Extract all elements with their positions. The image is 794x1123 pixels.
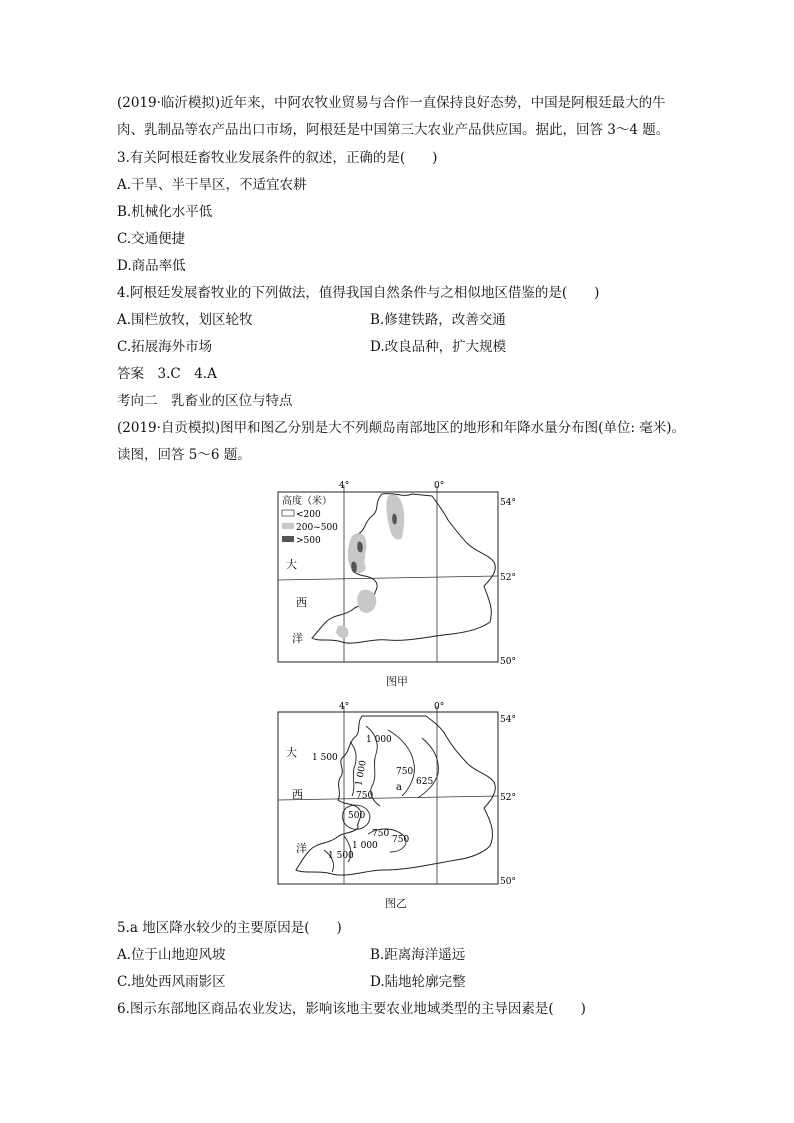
lat-label-54: 54°	[500, 715, 516, 725]
question-3-option-d: D.商品率低	[117, 258, 186, 274]
question-3-option-c: C.交通便捷	[117, 231, 186, 247]
lat-label-54: 54°	[500, 498, 516, 508]
isoline-label: 1 500	[312, 753, 338, 763]
map2-caption: 图乙	[385, 897, 407, 910]
question-4-option-a: A.围栏放牧，划区轮牧	[117, 312, 253, 328]
isoline-label: 500	[348, 811, 366, 821]
isoline-label: 1 000	[354, 759, 369, 787]
intro2-line-1: (2019·自贡模拟)图甲和图乙分别是大不列颠岛南部地区的地形和年降水量分布图(单位: 毫米)。	[117, 420, 686, 436]
question-4-option-c: C.拓展海外市场	[117, 339, 213, 355]
question-6-stem: 6.图示东部地区商品农业发达，影响该地主要农业地域类型的主导因素是( )	[117, 1001, 586, 1017]
section-heading: 考向二 乳畜业的区位与特点	[117, 393, 293, 409]
ocean-char-3: 洋	[296, 842, 307, 855]
answer-line: 答案 3.C 4.A	[117, 366, 217, 382]
parallel-52	[278, 576, 498, 580]
isoline-label: 1 000	[352, 841, 378, 851]
ocean-char-1: 大	[286, 746, 297, 759]
isoline-label: 625	[416, 777, 434, 787]
precipitation-map	[262, 702, 524, 892]
isoline-label: 1 000	[366, 735, 392, 745]
lon-label-4: 4°	[339, 702, 350, 712]
isoline-label: 750	[372, 829, 390, 839]
lon-label-0: 0°	[434, 481, 445, 491]
map1-caption: 图甲	[386, 675, 408, 688]
isoline-label: 750	[392, 835, 410, 845]
lat-label-50: 50°	[500, 657, 516, 667]
terrain-map	[262, 478, 524, 670]
ocean-char-1: 大	[286, 558, 297, 571]
question-4-option-b: B.修建铁路，改善交通	[370, 312, 506, 328]
isoline-label: 1 500	[328, 851, 354, 861]
lat-label-52: 52°	[500, 793, 516, 803]
ocean-char-2: 西	[292, 788, 303, 801]
question-5-stem: 5.a 地区降水较少的主要原因是( )	[117, 920, 342, 936]
intro2-line-2: 读图，回答 5～6 题。	[117, 447, 251, 463]
question-3-option-a: A.干旱、半干旱区，不适宜农耕	[117, 177, 307, 193]
question-4-stem: 4.阿根廷发展畜牧业的下列做法，值得我国自然条件与之相似地区借鉴的是( )	[117, 285, 600, 301]
question-5-option-c: C.地处西风雨影区	[117, 974, 226, 990]
ocean-char-3: 洋	[292, 632, 303, 645]
legend-low: <200	[296, 510, 321, 520]
question-5-option-a: A.位于山地迎风坡	[117, 947, 226, 963]
lat-label-50: 50°	[500, 877, 516, 887]
area-a-label: a	[396, 782, 402, 793]
lat-label-52: 52°	[500, 573, 516, 583]
legend-high: >500	[296, 536, 321, 546]
question-3-stem: 3.有关阿根廷畜牧业发展条件的叙述，正确的是( )	[117, 150, 438, 166]
ocean-char-2: 西	[296, 596, 307, 609]
legend-title: 高度（米）	[282, 496, 332, 507]
lon-label-4: 4°	[339, 481, 350, 491]
question-5-option-d: D.陆地轮廓完整	[370, 974, 466, 990]
question-3-option-b: B.机械化水平低	[117, 204, 213, 220]
question-5-option-b: B.距离海洋遥远	[370, 947, 466, 963]
isoline-label: 750	[356, 791, 374, 801]
intro-line-2: 肉、乳制品等农产品出口市场，阿根廷是中国第三大农业产品供应国。据此，回答 3～4 题。	[117, 122, 670, 138]
isoline-label: 750	[396, 767, 414, 777]
lon-label-0: 0°	[434, 702, 445, 712]
legend-mid: 200~500	[296, 523, 338, 533]
question-4-option-d: D.改良品种，扩大规模	[370, 339, 507, 355]
intro-line-1: (2019·临沂模拟)近年来，中阿农牧业贸易与合作一直保持良好态势，中国是阿根廷最大的牛	[117, 95, 666, 111]
